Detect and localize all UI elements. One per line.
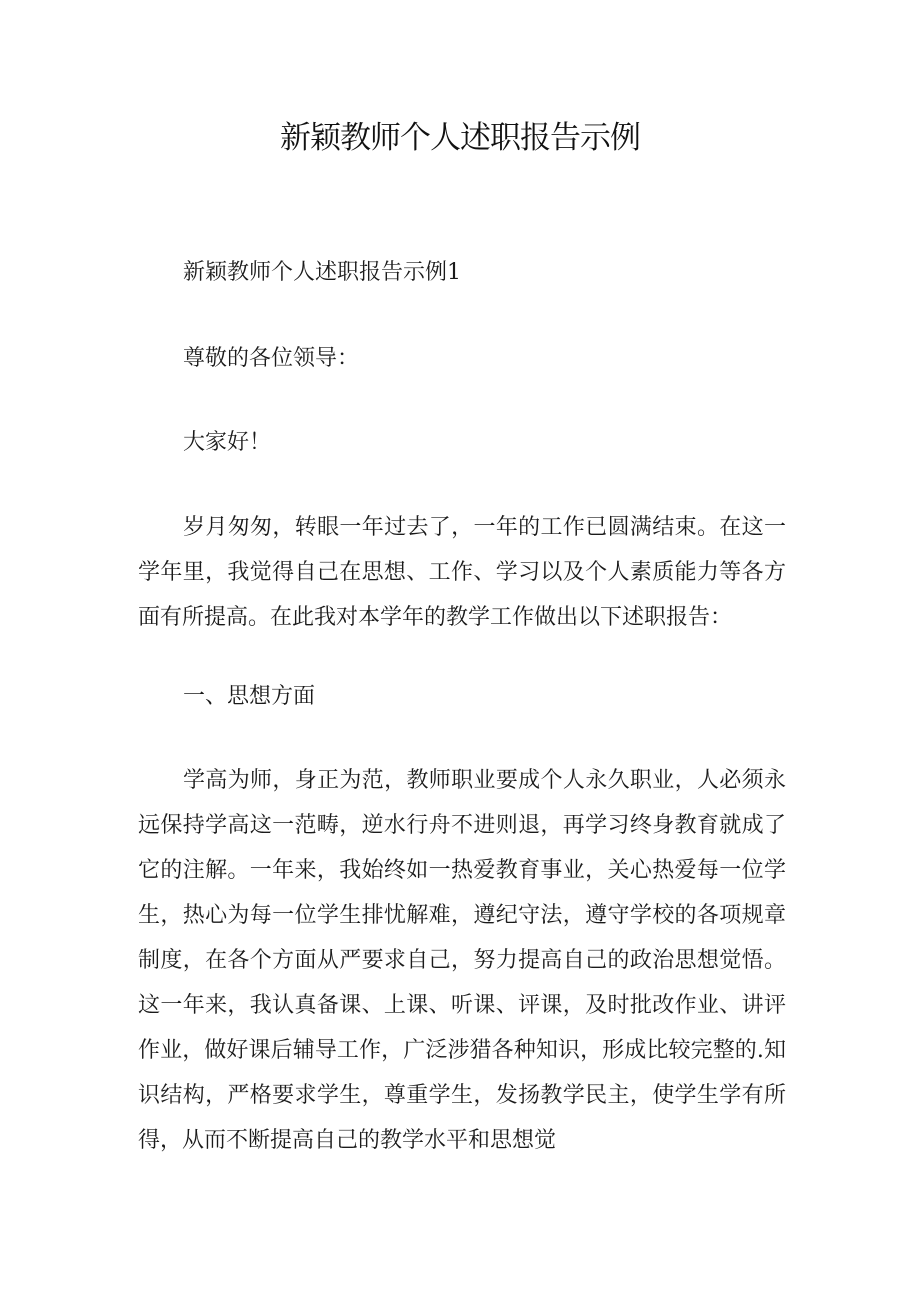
hello-line: 大家好！ xyxy=(183,430,272,455)
intro-paragraph: 岁月匆匆，转眼一年过去了，一年的工作已圆满结束。在这一学年里，我觉得自己在思想、工作、学习以及个人素质能力等各方面有所提高。在此我对本学年的教学工作做出以下述职报告： xyxy=(138,515,786,630)
section-heading: 一、思想方面 xyxy=(183,684,316,709)
document-subtitle: 新颖教师个人述职报告示例1 xyxy=(183,260,461,285)
document-title: 新颖教师个人述职报告示例 xyxy=(280,120,640,156)
section-body-paragraph: 学高为师，身正为范，教师职业要成个人永久职业，人必须永远保持学高这一范畴，逆水行舟不进则退，再学习终身教育就成了它的注解。一年来，我始终如一热爱教育事业，关心热爱每一位学生，热心为每一位学生排忧解难，遵纪守法，遵守学校的各项规章制度，在各个方面从严要求自己，努力提高自己的政治思想觉悟。这一年来，我认真备课、上课、听课、评课，及时批改作业、讲评作业，做好课后辅导工作，广泛涉猎各种知识，形成比较完整的.知识结构，严格要求学生，尊重学生，发扬教学民主，使学生学有所得，从而不断提高自己的教学水平和思想觉 xyxy=(138,768,786,1153)
greeting-line: 尊敬的各位领导： xyxy=(183,346,360,371)
